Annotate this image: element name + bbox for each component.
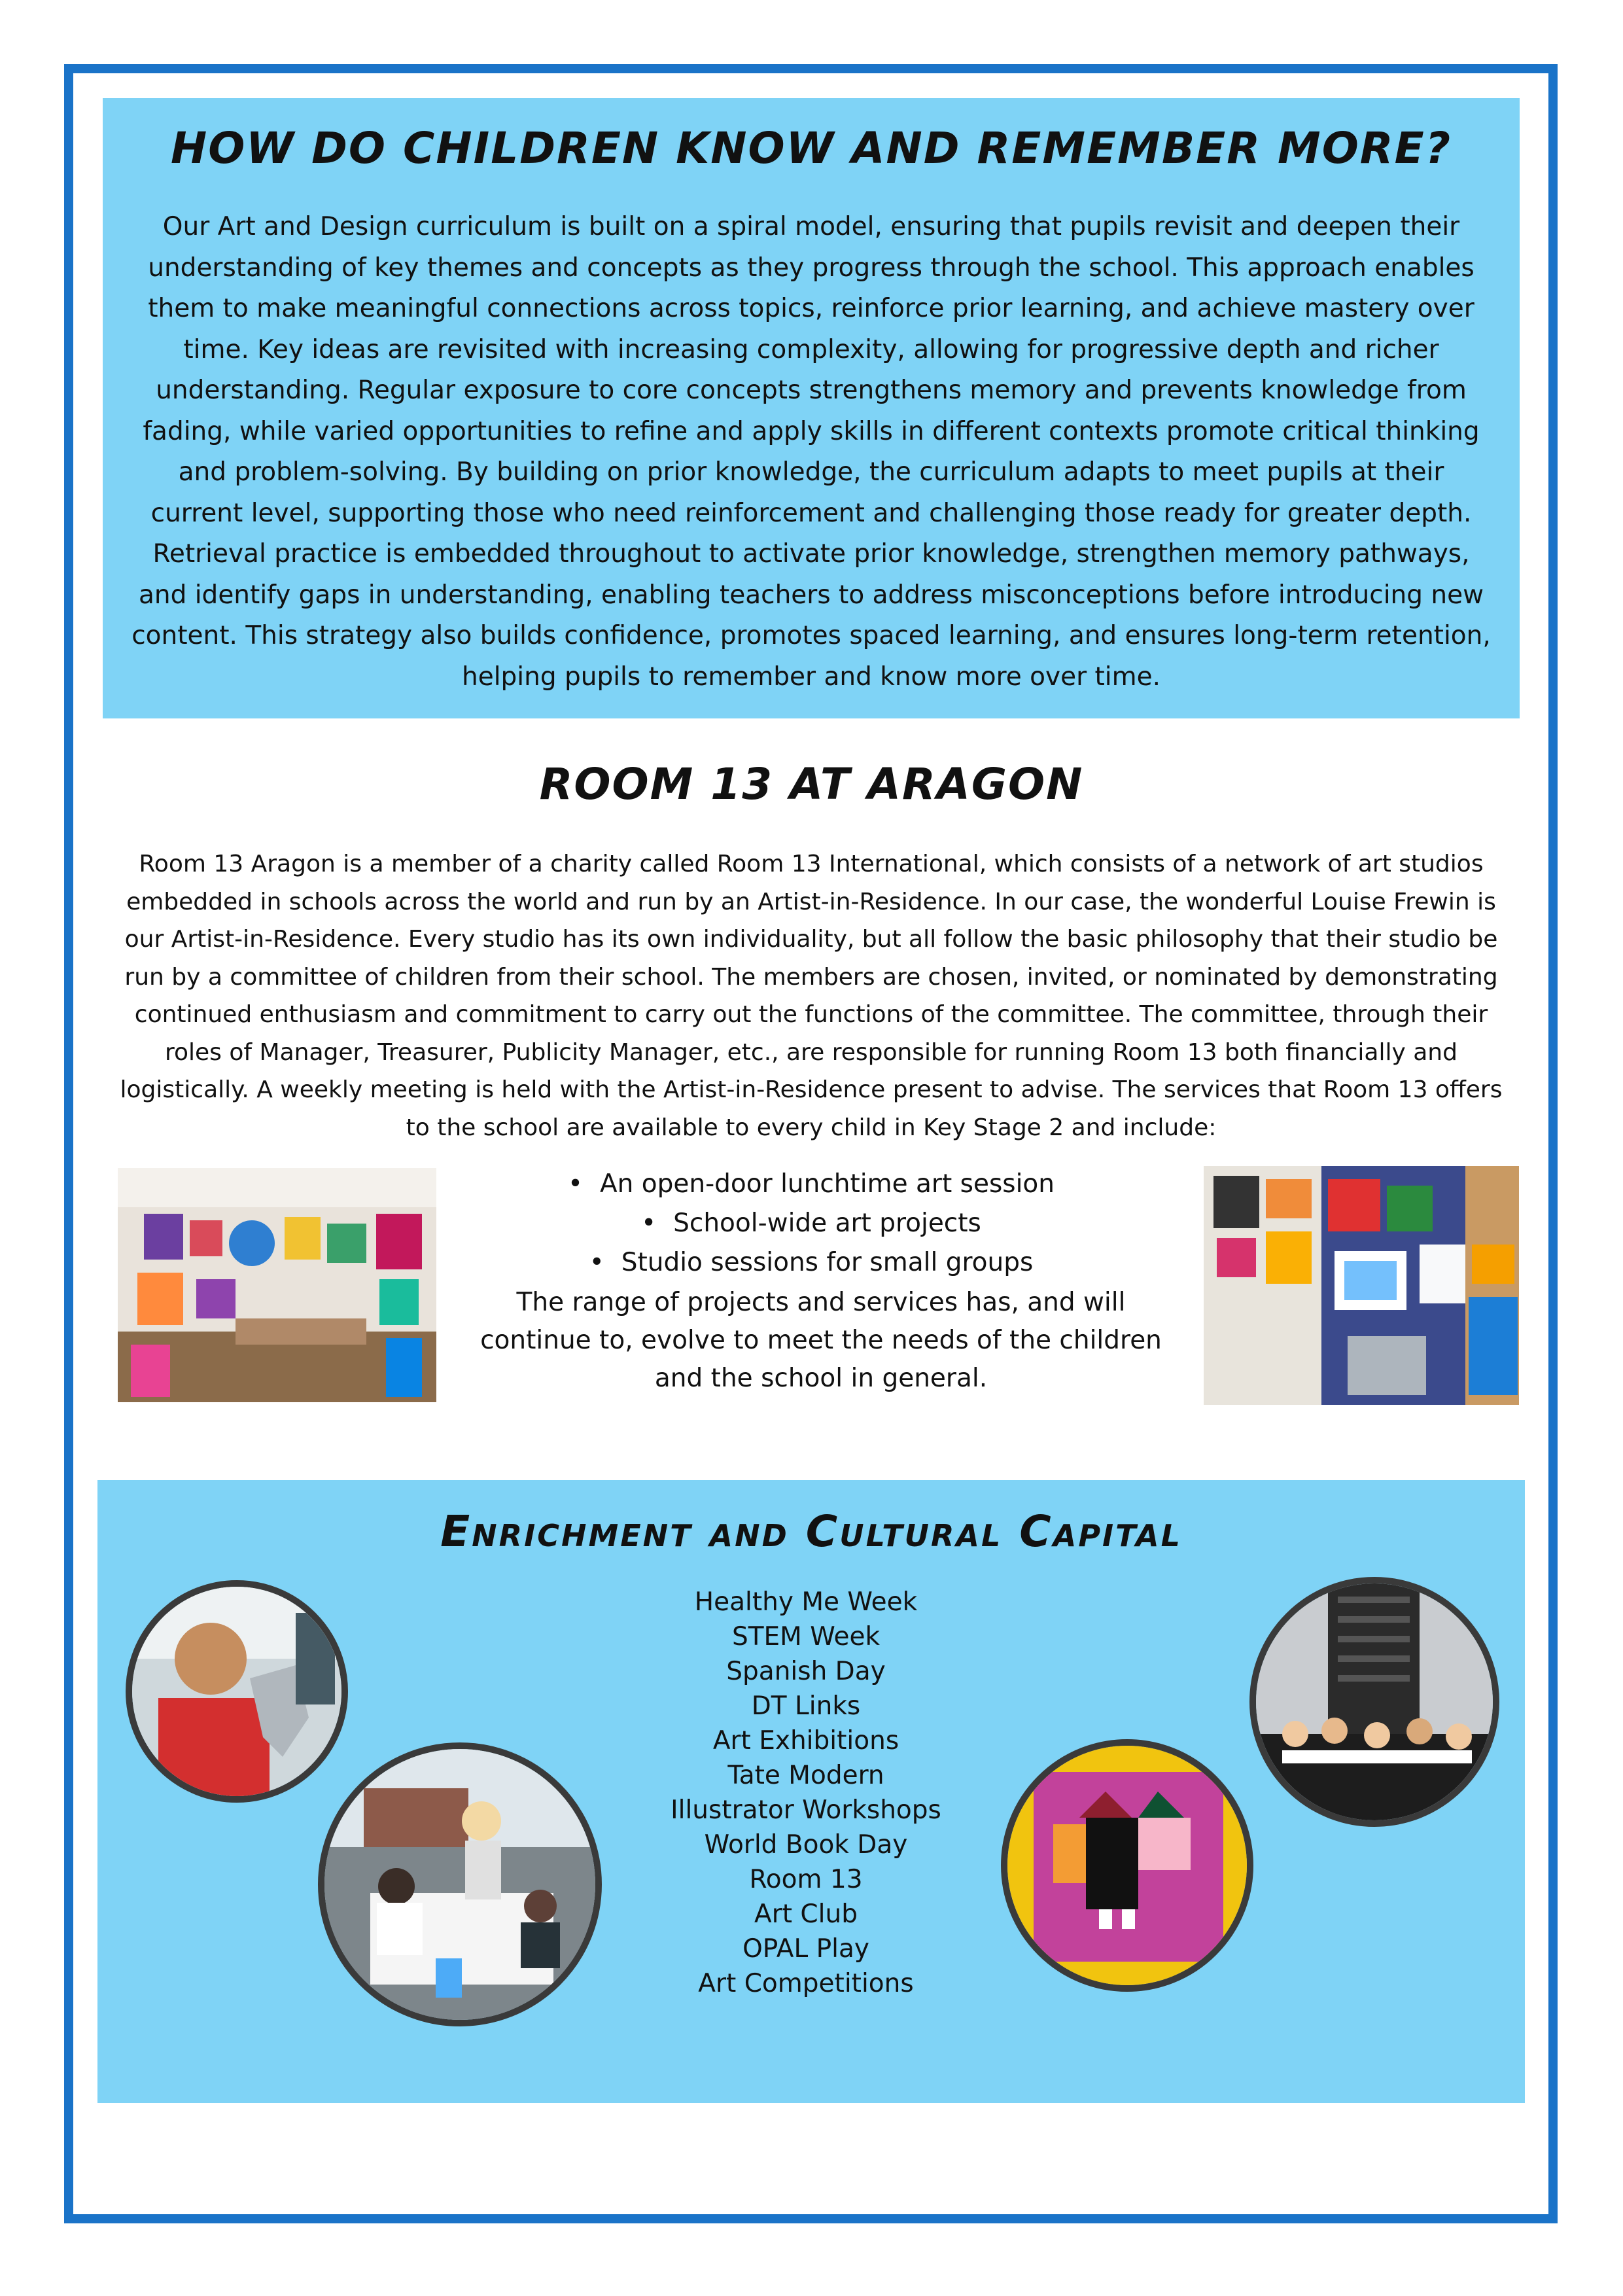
gallery-visit-photo	[1249, 1577, 1499, 1827]
room13-title: ROOM 13 AT ARAGON	[539, 759, 1084, 809]
outdoor-art-photo	[318, 1742, 602, 2026]
enrichment-list	[610, 1585, 1002, 2001]
felt-house-artwork-photo	[1001, 1739, 1253, 1992]
list-item: STEM Week	[731, 1622, 881, 1651]
list-item: World Book Day	[704, 1830, 908, 1860]
list-item: Tate Modern	[727, 1761, 884, 1790]
list-item: Art Competitions	[698, 1969, 914, 1998]
remember-more-title: HOW DO CHILDREN KNOW AND REMEMBER MORE?	[170, 123, 1452, 173]
art-studio-photo	[118, 1168, 436, 1402]
list-item: DT Links	[751, 1691, 861, 1721]
list-item: Art Club	[754, 1899, 858, 1929]
studio-wall-photo	[1204, 1166, 1519, 1405]
room13-body: Room 13 Aragon is a member of a charity called Room 13 International, which consists of a network of art studios embedded in schools across the world and run by an Artist-in-Residence. In our case, the wonderful Louise Frewin is our Artist-in-Residence. Every studio has its own individuality, but all follow the basic philosophy that their studio be run by a committee of children from their school. The members are chosen, invited, or nominated by demonstrating continued enthusiasm and commitment to carry out the functions of the committee. The committee, through their roles of Manager, Treasurer, Publicity Manager, etc., are responsible for running Room 13 both financially and logistically. A weekly meeting is held with the Artist-in-Residence present to advise. The services that Room 13 offers to the school are available to every child in Key Stage 2 and include:	[120, 851, 1503, 1141]
list-item: • School-wide art projects	[458, 1204, 1164, 1243]
child-sculpture-photo	[126, 1580, 348, 1803]
room13-closing-text: The range of projects and services has, and will continue to, evolve to meet the needs of the children and the school in general.	[480, 1288, 1162, 1393]
list-item: Room 13	[749, 1865, 863, 1894]
remember-more-body: Our Art and Design curriculum is built on a spiral model, ensuring that pupils revisit and deepen their understanding of key themes and concepts as they progress through the school. This approach enables them to make meaningful connections across topics, reinforce prior learning, and achieve mastery over time. Key ideas are revisited with increasing complexity, allowing for progressive depth and richer understanding. Regular exposure to core concepts strengthens memory and prevents knowledge from fading, while varied opportunities to refine and apply skills in different contexts promote critical thinking and problem-solving. By building on prior knowledge, the curriculum adapts to meet pupils at their current level, supporting those who need reinforcement and challenging those ready for greater depth. Retrieval practice is embedded throughout to activate prior knowledge, strengthen memory pathways, and identify gaps in understanding, enabling teachers to address misconceptions before introducing new content. This strategy also builds confidence, promotes spaced learning, and ensures long-term retention, helping pupils to remember and know more over time.	[131, 212, 1491, 692]
list-item: • Studio sessions for small groups	[458, 1243, 1164, 1282]
remember-more-panel	[103, 98, 1520, 718]
list-item: Art Exhibitions	[712, 1726, 899, 1756]
list-item: Spanish Day	[726, 1657, 886, 1686]
list-item: OPAL Play	[742, 1934, 869, 1964]
list-item: • An open-door lunchtime art session	[458, 1165, 1164, 1204]
room13-services-list	[458, 1165, 1164, 1282]
list-item: Healthy Me Week	[694, 1587, 918, 1617]
list-item: Illustrator Workshops	[671, 1795, 941, 1825]
enrichment-title: Enrichment and Cultural Capital	[440, 1506, 1182, 1557]
